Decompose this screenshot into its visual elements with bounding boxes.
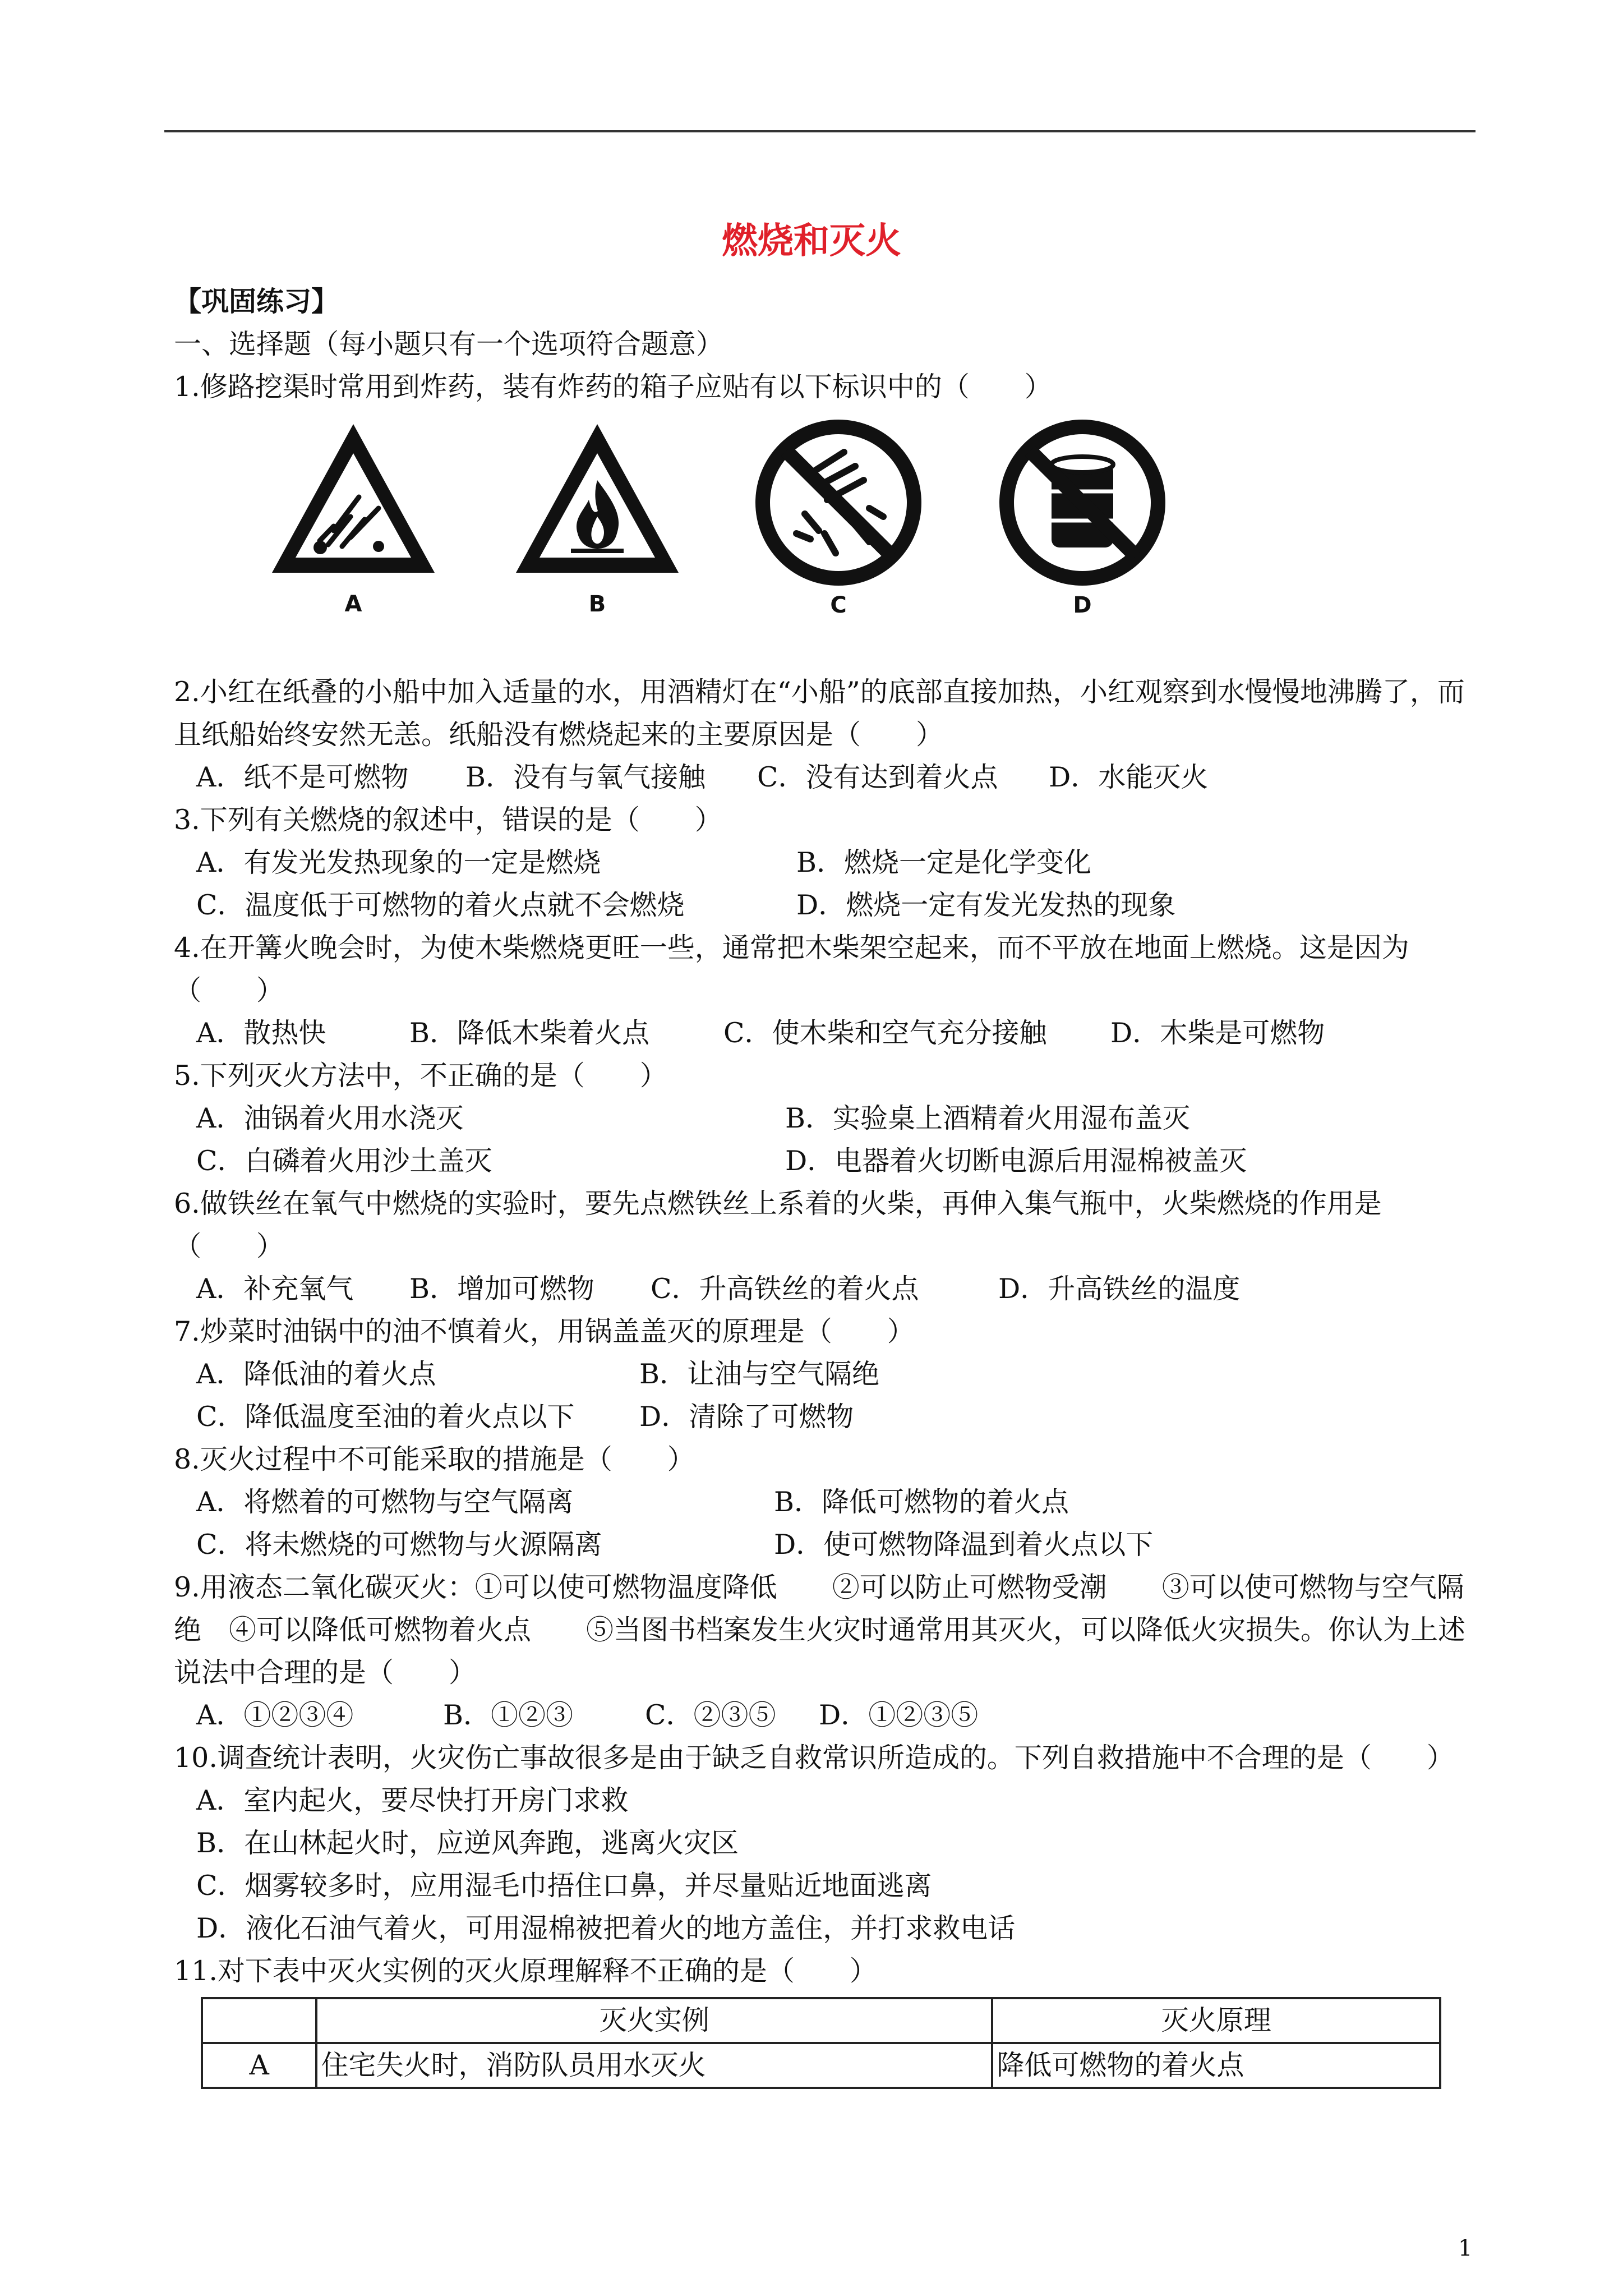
option-a: A．将燃着的可燃物与空气隔离 [196, 1486, 574, 1518]
option-d: D．使可燃物降温到着火点以下 [774, 1529, 1154, 1561]
table-header-cell: 灭火实例 [316, 1998, 992, 2043]
option-d: D．水能灭火 [1049, 761, 1209, 793]
option-a-sign [261, 418, 446, 617]
question-8-stem: 8.灭火过程中不可能采取的措施是（ ） [174, 1443, 695, 1475]
section-heading: 【巩固练习】 [174, 286, 339, 318]
table-row [202, 2043, 1440, 2088]
option-c: C．降低温度至油的着火点以下 [196, 1401, 575, 1433]
option-b: B．没有与氧气接触 [465, 761, 706, 793]
option-d: D．清除了可燃物 [639, 1401, 854, 1433]
option-a: A．油锅着火用水浇灭 [196, 1102, 464, 1134]
option-b: B．让油与空气隔绝 [639, 1358, 880, 1390]
question-2-options [174, 756, 1475, 799]
question-2-stem: 2.小红在纸叠的小船中加入适量的水，用酒精灯在“小船”的底部直接加热，小红观察到水慢慢地沸腾了，而且纸船始终安然无恙。纸船没有燃烧起来的主要原因是（ ） [174, 676, 1465, 751]
option-b: B．降低可燃物的着火点 [774, 1486, 1069, 1518]
option-b: B．实验桌上酒精着火用湿布盖灭 [785, 1102, 1191, 1134]
option-a: A．纸不是可燃物 [196, 761, 409, 793]
table-header-row [202, 1998, 1440, 2043]
question-10-stem: 10.调查统计表明，火灾伤亡事故很多是由于缺乏自救常识所造成的。下列自救措施中不合理的是（ ） [174, 1742, 1454, 1774]
question-1-icons [174, 418, 1475, 665]
option-c: C．白磷着火用沙土盖灭 [196, 1145, 492, 1177]
option-c-sign [746, 418, 931, 618]
option-a: A．室内起火，要尽快打开房门求救 [196, 1784, 629, 1816]
option-c: C．使木柴和空气充分接触 [723, 1017, 1047, 1049]
table-cell: 降低可燃物的着火点 [992, 2043, 1440, 2088]
option-d: D．①②③⑤ [819, 1699, 979, 1731]
question-3-options-row2 [174, 884, 1475, 927]
question-11-table [201, 1997, 1441, 2089]
option-c-letter: C [830, 592, 847, 618]
question-10-option-c [174, 1865, 1475, 1907]
option-a-letter: A [344, 591, 362, 617]
flammable-warning-icon [510, 418, 684, 581]
option-b: B．燃烧一定是化学变化 [796, 846, 1092, 878]
question-3-options-row1 [174, 841, 1475, 884]
question-6-options [174, 1268, 1475, 1310]
question-7-stem: 7.炒菜时油锅中的油不慎着火，用锅盖盖灭的原理是（ ） [174, 1315, 915, 1347]
question-10-option-b [174, 1822, 1475, 1865]
option-c: C．将未燃烧的可燃物与火源隔离 [196, 1529, 602, 1561]
option-b: B．①②③ [443, 1699, 574, 1731]
option-c: C．没有达到着火点 [757, 761, 998, 793]
option-a: A．补充氧气 [196, 1273, 354, 1305]
option-c: C．升高铁丝的着火点 [651, 1273, 919, 1305]
question-7-options-row2 [174, 1396, 1475, 1438]
question-9-stem: 9.用液态二氧化碳灭火：①可以使可燃物温度降低 ②可以防止可燃物受潮 ③可以使可燃物与空气隔绝 ④可以降低可燃物着火点 ⑤当图书档案发生火灾时通常用其灭火，可以降低火灾损失。你认为上述说法中合理的是（ ） [174, 1571, 1466, 1688]
option-b: B．降低木柴着火点 [409, 1017, 650, 1049]
option-d: D．液化石油气着火，可用湿棉被把着火的地方盖住，并打求救电话 [196, 1912, 1016, 1944]
question-5-options-row2 [174, 1140, 1475, 1182]
option-a: A．降低油的着火点 [196, 1358, 436, 1390]
question-4-options [174, 1012, 1475, 1055]
option-d: D．燃烧一定有发光发热的现象 [796, 889, 1176, 921]
option-d-letter: D [1073, 592, 1092, 618]
table-header-cell: 灭火原理 [992, 1998, 1440, 2043]
option-b-sign [505, 418, 690, 617]
option-b-letter: B [588, 591, 606, 617]
option-d: D．木柴是可燃物 [1110, 1017, 1325, 1049]
option-a: A．散热快 [196, 1017, 326, 1049]
question-11-stem: 11.对下表中灭火实例的灭火原理解释不正确的是（ ） [174, 1955, 877, 1987]
page-title: 燃烧和灭火 [722, 220, 901, 262]
question-10-option-a [174, 1779, 1475, 1822]
option-c: C．②③⑤ [645, 1699, 776, 1731]
header-rule [164, 130, 1476, 132]
option-c: C．温度低于可燃物的着火点就不会燃烧 [196, 889, 685, 921]
table-cell: A [202, 2043, 316, 2088]
option-b: B．增加可燃物 [409, 1273, 595, 1305]
question-4-stem: 4.在开篝火晚会时，为使木柴燃烧更旺一些，通常把木柴架空起来，而不平放在地面上燃烧。这是因为（ ） [174, 932, 1409, 1006]
worksheet-content [174, 280, 1475, 2089]
no-oil-drum-icon [995, 418, 1169, 592]
explosive-warning-icon [266, 418, 440, 581]
question-6-stem: 6.做铁丝在氧气中燃烧的实验时，要先点燃铁丝上系着的火柴，再伸入集气瓶中，火柴燃烧的作用是（ ） [174, 1188, 1382, 1262]
part-heading: 一、选择题（每小题只有一个选项符合题意） [174, 328, 724, 360]
question-8-options-row1 [174, 1481, 1475, 1524]
question-1-stem: 1.修路挖渠时常用到炸药，装有炸药的箱子应贴有以下标识中的（ ） [174, 371, 1052, 403]
question-5-stem: 5.下列灭火方法中，不正确的是（ ） [174, 1060, 667, 1092]
table-cell: 住宅失火时，消防队员用水灭火 [316, 2043, 992, 2088]
table-header-cell [202, 1998, 316, 2043]
option-a: A．①②③④ [196, 1699, 354, 1731]
option-a: A．有发光发热现象的一定是燃烧 [196, 846, 601, 878]
option-d: D．电器着火切断电源后用湿棉被盖灭 [785, 1145, 1247, 1177]
question-7-options-row1 [174, 1353, 1475, 1396]
question-10-option-d [174, 1907, 1475, 1950]
option-d: D．升高铁丝的温度 [998, 1273, 1241, 1305]
question-3-stem: 3.下列有关燃烧的叙述中，错误的是（ ） [174, 804, 722, 836]
question-8-options-row2 [174, 1524, 1475, 1566]
option-c: C．烟雾较多时，应用湿毛巾捂住口鼻，并尽量贴近地面逃离 [196, 1870, 932, 1902]
question-5-options-row1 [174, 1097, 1475, 1140]
option-b: B．在山林起火时，应逆风奔跑，逃离火灾区 [196, 1827, 739, 1859]
page-number: 1 [1458, 2235, 1473, 2261]
no-fireworks-icon [751, 418, 925, 592]
option-d-sign [990, 418, 1175, 618]
question-9-options [174, 1694, 1475, 1737]
